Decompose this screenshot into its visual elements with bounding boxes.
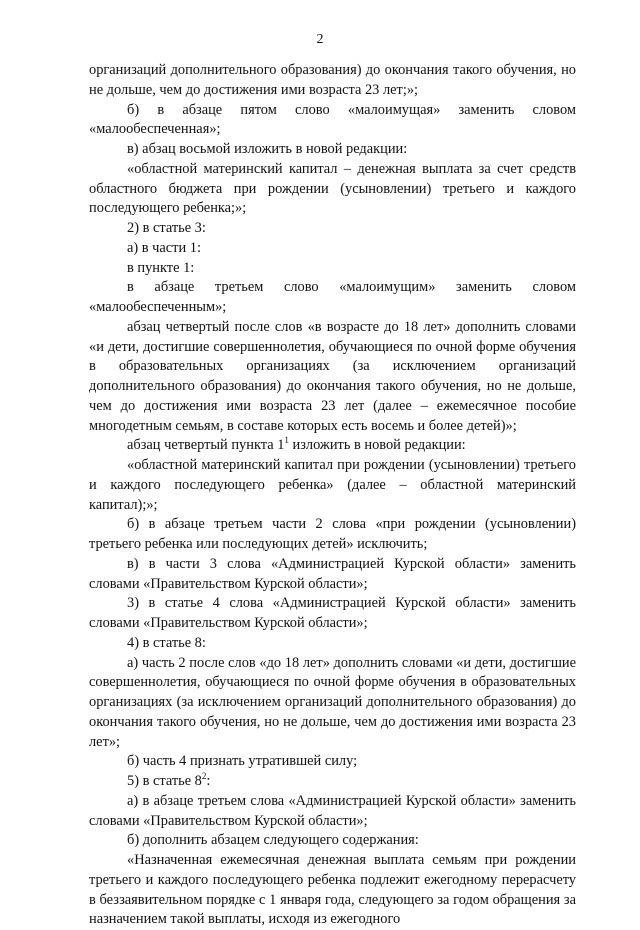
paragraph <box>89 436 576 456</box>
paragraph: 3) в статье 4 слова «Администрацией Курской области» заменить словами «Правительством Курской области»; <box>89 595 576 631</box>
paragraph: а) в части 1: <box>127 239 201 256</box>
paragraph: в) абзац восьмой изложить в новой редакции: <box>127 141 408 157</box>
paragraph: абзац четвертый после слов «в возрасте до 18 лет» дополнить словами «и дети, достигшие совершеннолетия, обучающиеся по очной форме обучения в образовательных организациях (за исключением организаций дополнительного образования) до окончания такого обучения, но не дольше, чем до достижения ими возраста 23 лет (далее – ежемесячное пособие многодетным семьям, в составе которых есть восемь и более детей)»; <box>89 318 576 434</box>
superscript: 1 <box>284 435 289 446</box>
paragraph: в пункте 1: <box>127 259 195 276</box>
paragraph: «областной материнский капитал при рождении (усыновлении) третьего и каждого последующего ребенка» (далее – областной материнский капитал);»; <box>89 457 576 513</box>
page-number: 2 <box>316 32 324 47</box>
paragraph-text: : <box>206 773 211 789</box>
paragraph: организаций дополнительного образования) до окончания такого обучения, но не дольше, чем до достижения ими возраста 23 лет;»; <box>89 62 576 98</box>
paragraph: 4) в статье 8: <box>127 634 206 651</box>
paragraph: «Назначенная ежемесячная денежная выплата семьям при рождении третьего и каждого последующего ребенка подлежит ежегодному перерасчету в беззаявительном порядке с 1 января года, следующего за годом обращения за назначением такой выплаты, исходя из ежегодного <box>89 852 576 928</box>
superscript: 2 <box>201 771 207 781</box>
paragraph: «областной материнский капитал – денежная выплата за счет средств областного бюджета при рождении (усыновлении) третьего и каждого последующего ребенка;»; <box>89 160 576 217</box>
document-body <box>89 61 576 930</box>
paragraph: б) дополнить абзацем следующего содержания: <box>127 832 419 849</box>
paragraph: в абзаце третьем слово «малоимущим» заменить словом «малообеспеченным»; <box>89 279 576 315</box>
paragraph: б) в абзаце пятом слово «малоимущая» заменить словом «малообеспеченная»; <box>89 101 576 138</box>
paragraph: а) в абзаце третьем слова «Администрацией Курской области» заменить словами «Правительством Курской области»; <box>89 792 576 829</box>
paragraph-text: 5) в статье 8 <box>127 773 202 789</box>
paragraph: б) в абзаце третьем части 2 слова «при рождении (усыновлении) третьего ребенка или последующих детей» исключить; <box>89 516 576 552</box>
paragraph: в) в части 3 слова «Администрацией Курской области» заменить словами «Правительством Курской области»; <box>89 555 576 592</box>
paragraph: б) часть 4 признать утратившей силу; <box>127 753 358 770</box>
paragraph: 2) в статье 3: <box>127 220 206 236</box>
paragraph: а) часть 2 после слов «до 18 лет» дополнить словами «и дети, достигшие совершеннолетия, обучающиеся по очной форме обучения в образовательных организациях (за исключением организаций дополнительного образования) до окончания такого обучения, но не дольше, чем до достижения ими возраста 23 лет»; <box>89 654 576 750</box>
paragraph <box>89 772 576 792</box>
paragraph-text: абзац четвертый пункта 1 <box>127 437 285 454</box>
paragraph-text: изложить в новой редакции: <box>288 437 466 454</box>
